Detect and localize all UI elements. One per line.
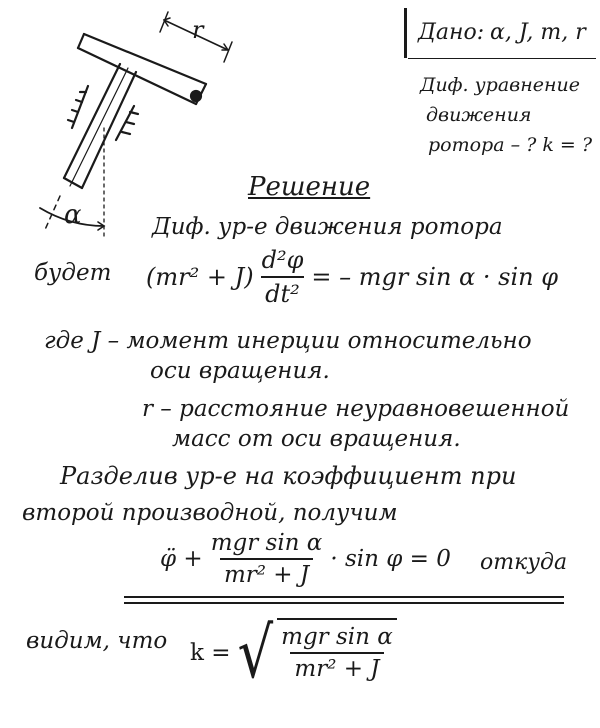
question-line-2: движения	[426, 104, 532, 126]
r-label: r	[192, 16, 204, 44]
divide-line-1: Разделив ур-е на коэффициент при	[60, 462, 517, 490]
eq2-numerator: mgr sin α	[210, 530, 323, 556]
mass-point	[191, 91, 201, 101]
equation-2	[160, 530, 451, 588]
question-line-3: ротора – ? k = ?	[428, 134, 593, 156]
k-fraction	[277, 618, 397, 688]
eq2-fraction	[207, 530, 327, 588]
k-denominator: mr² + J	[290, 652, 383, 682]
k-result	[190, 612, 397, 694]
k-radical	[233, 612, 397, 694]
r-line-2: масс от оси вращения.	[172, 426, 461, 452]
where-line-2: оси вращения.	[150, 358, 330, 384]
shaft-edge-right	[82, 72, 136, 188]
divide-line-2: второй производной, получим	[22, 500, 398, 526]
eq2-underline	[124, 596, 564, 598]
given-values: α, J, m, r	[490, 20, 586, 45]
r-line-1: r – расстояние неуравновешенной	[142, 396, 570, 422]
eq1-denominator: dt²	[261, 276, 304, 308]
eq2-right: · sin φ = 0	[330, 546, 451, 572]
k-label: k =	[190, 640, 231, 666]
radical-sign: √	[236, 612, 273, 694]
whence-word: откуда	[480, 550, 568, 575]
question-line-1: Диф. уравнение	[420, 74, 580, 96]
alpha-label: α	[64, 200, 82, 230]
solution-title: Решение	[248, 172, 371, 202]
eq1-left: (mr² + J)	[146, 263, 254, 291]
where-line-1: где J – момент инерции относительно	[44, 328, 532, 354]
equation-1	[146, 246, 558, 308]
intro-line-2: будет	[34, 260, 112, 286]
intro-line-1: Диф. ур-е движения ротора	[152, 214, 503, 240]
given-underline	[408, 58, 596, 59]
eq1-fraction	[258, 246, 308, 308]
eq2-denominator: mr² + J	[220, 558, 313, 588]
eq2-left: φ̈ +	[160, 546, 203, 572]
eq1-numerator: d²φ	[261, 246, 304, 274]
eq1-right: = – mgr sin α · sin φ	[311, 263, 559, 291]
see-phrase: видим, что	[26, 628, 168, 654]
k-numerator: mgr sin α	[281, 624, 393, 650]
eq2-underline-2	[124, 602, 564, 604]
given-label: Дано:	[418, 20, 485, 45]
